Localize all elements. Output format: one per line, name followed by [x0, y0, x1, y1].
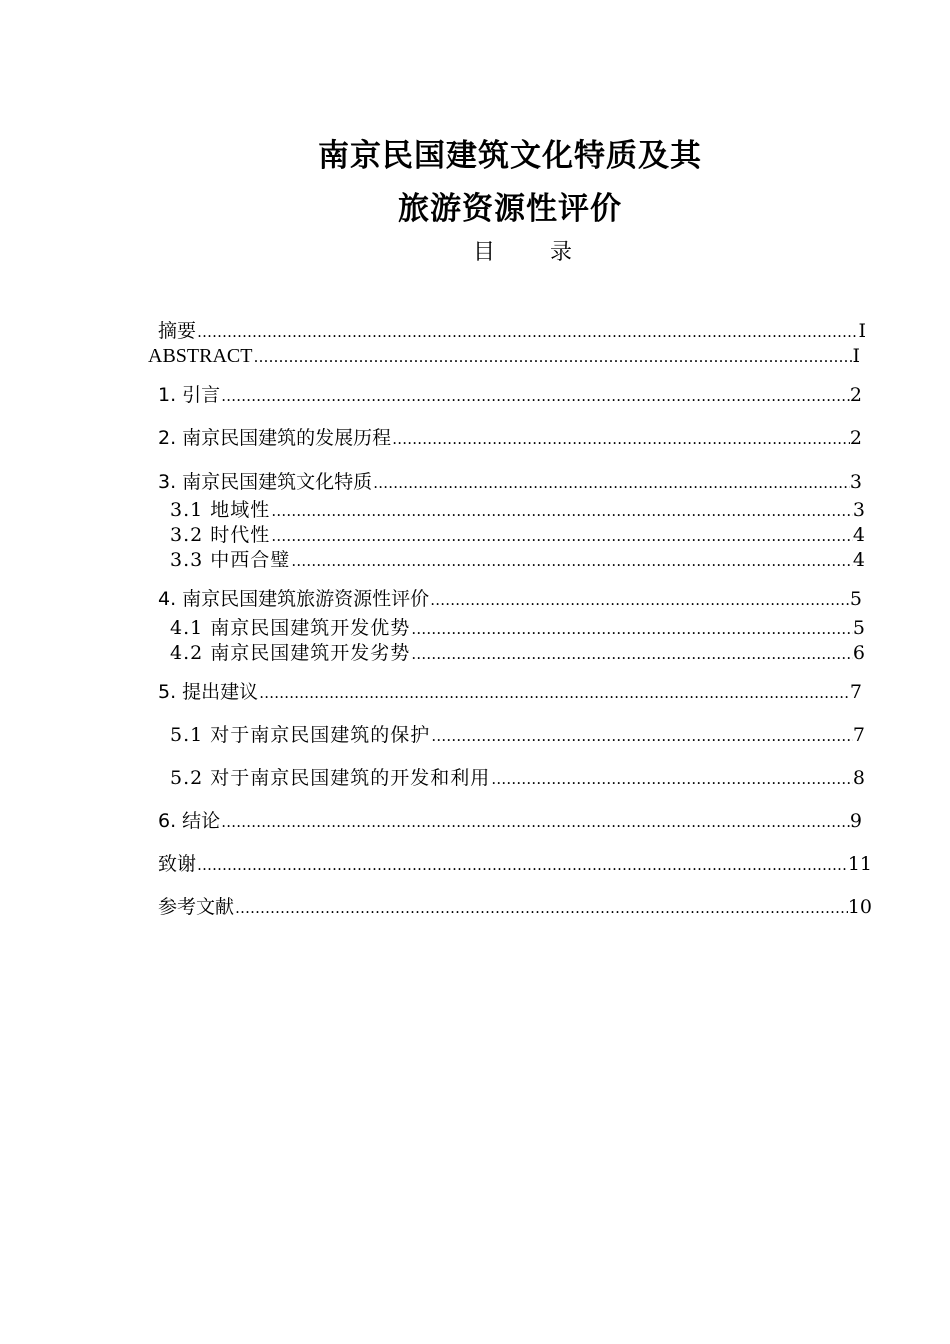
toc-leader-dots: [490, 771, 853, 788]
toc-leader-dots: [429, 592, 850, 609]
toc-entry-label: 2. 南京民国建筑的发展历程: [158, 428, 392, 449]
toc-entry[interactable]: [170, 525, 866, 546]
toc-entry[interactable]: [170, 618, 866, 639]
toc-entry-page: 5: [852, 618, 866, 639]
toc-entry-label: 1. 引言: [158, 385, 221, 406]
toc-entry-label: 4.2 南京民国建筑开发劣势: [170, 643, 411, 664]
toc-entry[interactable]: [170, 500, 866, 521]
toc-entry-page: 10: [847, 897, 872, 918]
toc-entry[interactable]: [158, 472, 862, 493]
toc-entry[interactable]: [158, 385, 862, 406]
toc-leader-dots: [196, 857, 848, 874]
toc-entry-page: 4: [852, 550, 866, 571]
toc-entry-page: 2: [849, 385, 862, 406]
toc-entry-page: 7: [852, 725, 866, 746]
toc-entry-label: 5.1 对于南京民国建筑的保护: [170, 725, 431, 746]
toc-leader-dots: [290, 553, 853, 570]
toc-entry-page: 3: [852, 500, 866, 521]
toc-entry-page: 11: [847, 854, 872, 875]
toc-entry-label: 3.1 地域性: [170, 500, 271, 521]
toc-leader-dots: [410, 621, 853, 638]
toc-entry-label: 4.1 南京民国建筑开发优势: [170, 618, 411, 639]
document-title-line-1: 南京民国建筑文化特质及其: [318, 138, 702, 174]
document-title-line-2: 旅游资源性评价: [398, 191, 622, 227]
toc-leader-dots: [270, 528, 853, 545]
toc-entry-label: 参考文献: [158, 897, 235, 918]
toc-entry[interactable]: [158, 897, 872, 918]
toc-leader-dots: [270, 503, 853, 520]
toc-entry-label: 3. 南京民国建筑文化特质: [158, 472, 373, 493]
toc-leader-dots: [252, 349, 852, 366]
toc-entry[interactable]: [148, 345, 860, 367]
toc-entry-label: 4. 南京民国建筑旅游资源性评价: [158, 589, 430, 610]
toc-leader-dots: [372, 475, 850, 492]
toc-entry-page: 5: [849, 589, 862, 610]
toc-entry-page: 7: [849, 682, 862, 703]
toc-entry[interactable]: [158, 589, 862, 610]
toc-entry[interactable]: [170, 725, 866, 746]
toc-entry-label: 摘要: [158, 321, 197, 342]
toc-entry[interactable]: [170, 643, 866, 664]
toc-entry-page: 2: [849, 428, 862, 449]
toc-leader-dots: [234, 900, 848, 917]
toc-entry-label: 6. 结论: [158, 811, 221, 832]
toc-entry-label: 3.2 时代性: [170, 525, 271, 546]
toc-entry[interactable]: [158, 854, 872, 875]
toc-entry[interactable]: [158, 321, 866, 342]
toc-leader-dots: [410, 646, 853, 663]
toc-heading: 目 录: [473, 240, 596, 265]
toc-entry[interactable]: [170, 768, 866, 789]
toc-entry-label: ABSTRACT: [148, 345, 253, 367]
toc-entry-label: 5. 提出建议: [158, 682, 259, 703]
toc-entry-page: 6: [852, 643, 866, 664]
toc-entry-page: Ⅰ: [858, 321, 866, 342]
toc-entry-page: 8: [852, 768, 866, 789]
toc-entry-label: 5.2 对于南京民国建筑的开发和利用: [170, 768, 491, 789]
toc-entry-page: 9: [849, 811, 862, 832]
toc-leader-dots: [220, 814, 850, 831]
toc-entry-page: Ⅰ: [852, 345, 860, 367]
toc-entry-page: 4: [852, 525, 866, 546]
toc-entry-page: 3: [849, 472, 862, 493]
toc-leader-dots: [258, 685, 850, 702]
toc-entry[interactable]: [158, 428, 862, 449]
toc-entry[interactable]: [170, 550, 866, 571]
toc-leader-dots: [391, 431, 850, 448]
toc-leader-dots: [220, 388, 850, 405]
toc-entry-label: 3.3 中西合璧: [170, 550, 291, 571]
toc-leader-dots: [430, 728, 853, 745]
toc-leader-dots: [196, 324, 858, 341]
toc-entry[interactable]: [158, 682, 862, 703]
toc-entry-label: 致谢: [158, 854, 197, 875]
toc-entry[interactable]: [158, 811, 862, 832]
